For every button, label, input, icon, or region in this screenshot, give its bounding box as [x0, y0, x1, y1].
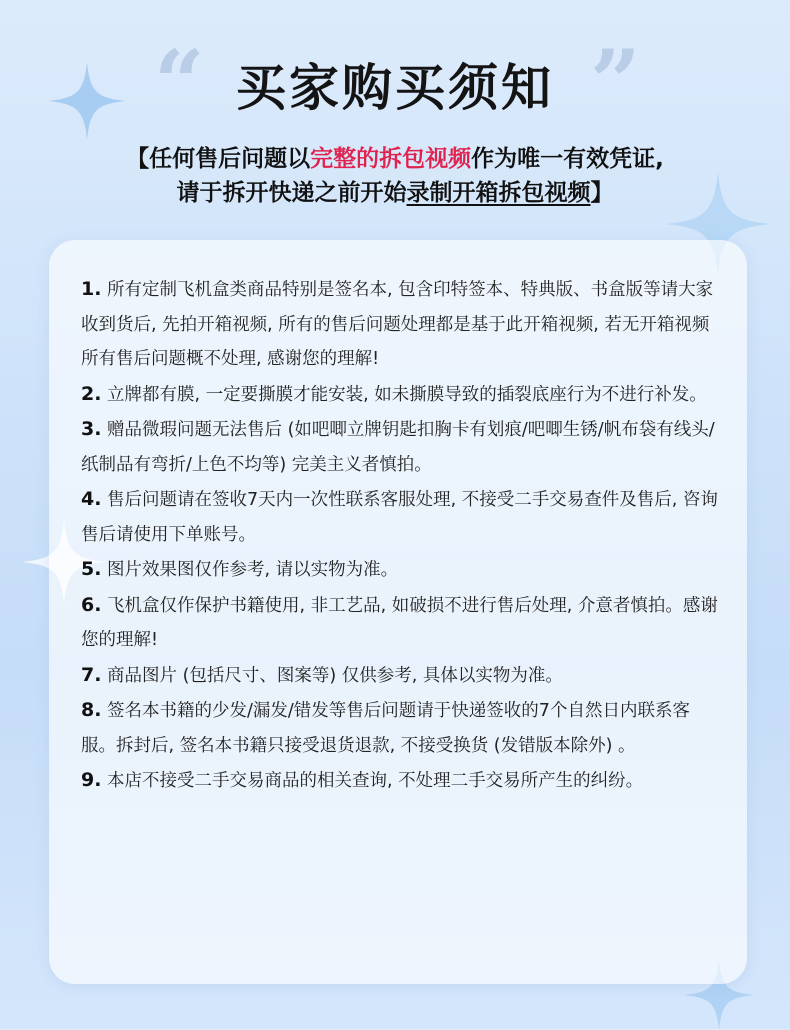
notice-line-1 [0, 143, 790, 175]
rule-text: 本店不接受二手交易商品的相关查询, 不处理二手交易所产生的纠纷。 [101, 771, 644, 791]
open-quote-mark: “ [154, 30, 205, 134]
rule-number: 5. [81, 558, 102, 580]
rules-list [81, 272, 721, 799]
rule-item [81, 763, 721, 799]
rule-item [81, 377, 721, 413]
rule-number: 3. [81, 418, 102, 440]
rule-item [81, 693, 721, 763]
notice2-suffix: 】 [590, 180, 614, 206]
rule-text: 赠品微瑕问题无法售后 (如吧唧立牌钥匙扣胸卡有划痕/吧唧生锈/帆布袋有线头/纸制品有弯折/上色不均等) 完美主义者慎拍。 [81, 420, 715, 475]
close-quote-mark: ” [590, 30, 641, 134]
rule-text: 飞机盒仅作保护书籍使用, 非工艺品, 如破损不进行售后处理, 介意者慎拍。感谢您的理解! [81, 595, 718, 650]
rule-text: 商品图片 (包括尺寸、图案等) 仅供参考, 具体以实物为准。 [101, 665, 563, 686]
notice2-prefix: 请于拆开快递之前开始 [176, 180, 407, 206]
notice-highlight: 完整的拆包视频 [310, 146, 472, 172]
rule-number: 4. [81, 488, 102, 510]
notice-suffix: 作为唯一有效凭证, [471, 146, 664, 172]
rule-number: 6. [81, 593, 102, 616]
rule-item [81, 588, 721, 658]
rule-number: 7. [81, 663, 102, 686]
rule-item [81, 658, 721, 694]
rule-text: 售后问题请在签收7天内一次性联系客服处理, 不接受二手交易查件及售后, 咨询售后请使用下单账号。 [81, 490, 718, 545]
rule-number: 8. [81, 699, 102, 721]
page-title: 买家购买须知 [236, 59, 554, 117]
rule-number: 1. [81, 278, 102, 300]
rule-text: 所有定制飞机盒类商品特别是签名本, 包含印特签本、特典版、书盒版等请大家收到货后, 先拍开箱视频, 所有的售后问题处理都是基于此开箱视频, 若无开箱视频所有售后问题概不处理, 感谢您的理解! [81, 280, 714, 369]
rule-item [81, 552, 721, 588]
rule-text: 签名本书籍的少发/漏发/错发等售后问题请于快递签收的7个自然日内联系客服。拆封后, 签名本书籍只接受退货退款, 不接受换货 (发错版本除外) 。 [81, 701, 690, 756]
rule-text: 图片效果图仅作参考, 请以实物为准。 [101, 560, 399, 580]
notice-prefix: 【任何售后问题以 [126, 146, 311, 172]
rule-number: 2. [81, 382, 102, 405]
rule-number: 9. [81, 769, 102, 791]
rule-item [81, 482, 721, 552]
rule-item [81, 412, 721, 482]
rule-item [81, 272, 721, 377]
notice2-underlined: 录制开箱拆包视频 [406, 180, 591, 206]
rule-text: 立牌都有膜, 一定要撕膜才能安装, 如未撕膜导致的插裂底座行为不进行补发。 [101, 384, 707, 405]
notice-line-2 [0, 177, 790, 209]
